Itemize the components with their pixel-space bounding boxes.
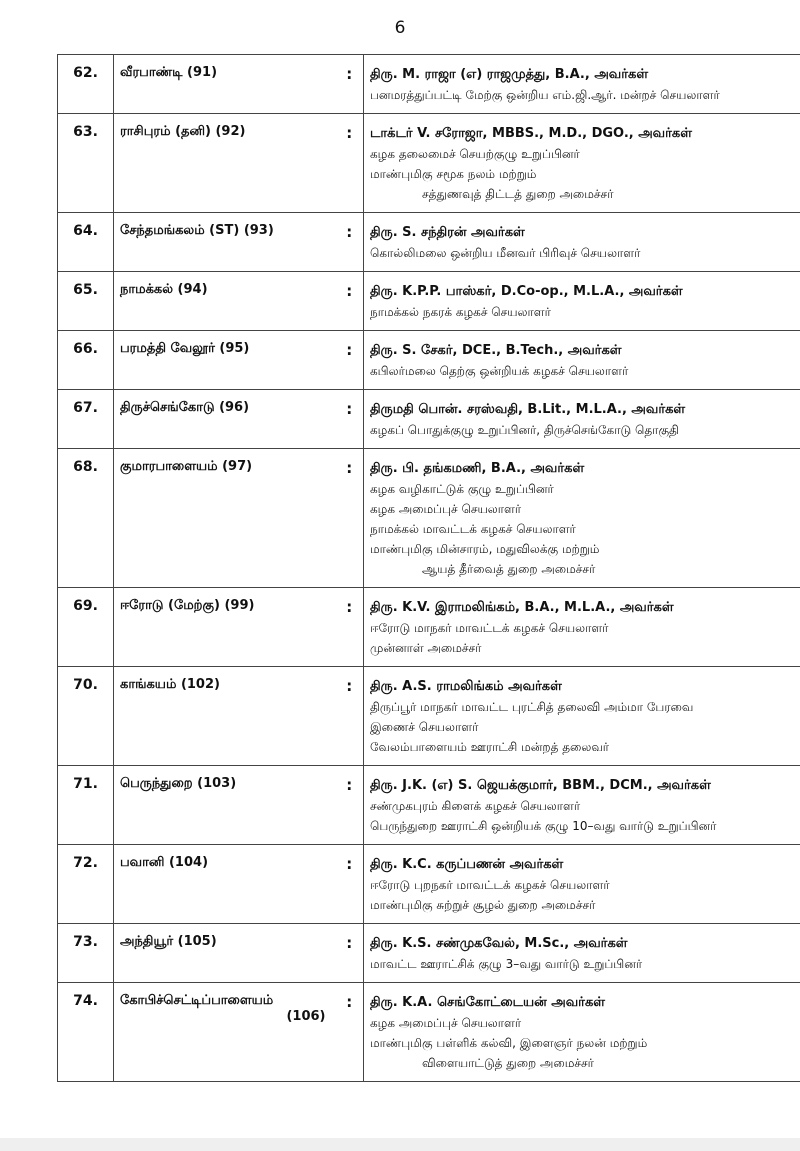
candidate-details (364, 55, 800, 114)
candidates-table-body (58, 55, 800, 1082)
candidate-designation: கொல்லிமலை ஒன்றிய மீனவர் பிரிவுச் செயலாளர் (370, 246, 641, 260)
candidate-name: திரு. K.C. கருப்பணன் அவர்கள் (370, 857, 564, 872)
table-row (58, 390, 800, 449)
table-row (58, 983, 800, 1082)
constituency-name: பெருந்துறை (103) (120, 776, 237, 791)
table-row (58, 667, 800, 766)
constituency-cell (114, 924, 336, 983)
candidate-designation: ஆயத் தீர்வைத் துறை அமைச்சர் (422, 562, 596, 576)
table-row (58, 924, 800, 983)
candidate-designation: சத்துணவுத் திட்டத் துறை அமைச்சர் (422, 187, 614, 201)
constituency-cell (114, 766, 336, 845)
table-row (58, 449, 800, 588)
candidate-details (364, 588, 800, 667)
separator-colon: : (336, 390, 364, 449)
candidate-designation: நாமக்கல் நகரக் கழகச் செயலாளர் (370, 305, 551, 319)
candidate-designation: மாண்புமிகு பள்ளிக் கல்வி, இளைஞர் நலன் மற்றும் (370, 1036, 648, 1050)
candidate-details (364, 449, 800, 588)
candidate-designation: கழகப் பொதுக்குழு உறுப்பினர், திருச்செங்கோடு தொகுதி (370, 423, 679, 437)
separator-colon: : (336, 55, 364, 114)
separator-colon: : (336, 924, 364, 983)
constituency-name: காங்கயம் (102) (120, 677, 220, 692)
candidate-details (364, 213, 800, 272)
constituency-cell (114, 983, 336, 1082)
row-number: 64. (58, 213, 114, 272)
constituency-name: கோபிச்செட்டிப்பாளையம் (120, 993, 274, 1008)
candidate-designation: கழக அமைப்புச் செயலாளர் (370, 1016, 522, 1030)
separator-colon: : (336, 114, 364, 213)
candidate-name: திரு. K.V. இராமலிங்கம், B.A., M.L.A., அவர்கள் (370, 600, 674, 615)
constituency-name: அந்தியூர் (105) (120, 934, 217, 949)
row-number: 72. (58, 845, 114, 924)
candidate-designation: விளையாட்டுத் துறை அமைச்சர் (422, 1056, 594, 1070)
constituency-cell (114, 390, 336, 449)
table-row (58, 845, 800, 924)
constituency-cell (114, 845, 336, 924)
row-number: 66. (58, 331, 114, 390)
separator-colon: : (336, 213, 364, 272)
candidate-designation: கழக அமைப்புச் செயலாளர் (370, 502, 522, 516)
candidate-details (364, 845, 800, 924)
row-number: 70. (58, 667, 114, 766)
row-number: 74. (58, 983, 114, 1082)
candidate-name: திரு. J.K. (எ) S. ஜெயக்குமார், BBM., DCM., அவர்கள் (370, 778, 711, 793)
separator-colon: : (336, 272, 364, 331)
row-number: 65. (58, 272, 114, 331)
row-number: 71. (58, 766, 114, 845)
separator-colon: : (336, 667, 364, 766)
constituency-number: (106) (286, 1009, 326, 1024)
table-row (58, 55, 800, 114)
candidate-details (364, 983, 800, 1082)
candidate-details (364, 924, 800, 983)
candidate-details (364, 272, 800, 331)
separator-colon: : (336, 588, 364, 667)
constituency-cell (114, 213, 336, 272)
constituency-cell (114, 588, 336, 667)
constituency-name: பவானி (104) (120, 855, 209, 870)
candidate-name: திரு. பி. தங்கமணி, B.A., அவர்கள் (370, 461, 585, 476)
constituency-name: ஈரோடு (மேற்கு) (99) (120, 598, 255, 613)
candidate-designation: சண்முகபுரம் கிளைக் கழகச் செயலாளர் (370, 799, 581, 813)
candidate-designation: கபிலர்மலை தெற்கு ஒன்றியக் கழகச் செயலாளர் (370, 364, 629, 378)
candidate-name: டாக்டர் V. சரோஜா, MBBS., M.D., DGO., அவர்கள் (370, 126, 692, 141)
constituency-name: திருச்செங்கோடு (96) (120, 400, 250, 415)
candidate-designation: ஈரோடு புறநகர் மாவட்டக் கழகச் செயலாளர் (370, 878, 610, 892)
separator-colon: : (336, 766, 364, 845)
candidate-designation: பனமரத்துப்பட்டி மேற்கு ஒன்றிய எம்.ஜி.ஆர். மன்றச் செயலாளர் (370, 88, 720, 102)
row-number: 67. (58, 390, 114, 449)
page-number: 6 (394, 18, 406, 38)
constituency-cell (114, 114, 336, 213)
constituency-name: குமாரபாளையம் (97) (120, 459, 253, 474)
candidate-details (364, 667, 800, 766)
candidate-designation: பெருந்துறை ஊராட்சி ஒன்றியக் குழு 10–வது வார்டு உறுப்பினர் (370, 819, 717, 833)
table-row (58, 588, 800, 667)
candidate-name: திரு. M. ராஜா (எ) ராஜமுத்து, B.A., அவர்கள் (370, 67, 649, 82)
constituency-name: ராசிபுரம் (தனி) (92) (120, 124, 246, 139)
constituency-name: சேந்தமங்கலம் (ST) (93) (120, 223, 274, 238)
bottom-band (0, 1138, 800, 1151)
table-row (58, 272, 800, 331)
candidate-name: திரு. S. சந்திரன் அவர்கள் (370, 225, 525, 240)
constituency-name: வீரபாண்டி (91) (120, 65, 218, 80)
candidate-name: திரு. K.A. செங்கோட்டையன் அவர்கள் (370, 995, 605, 1010)
candidate-name: திரு. K.P.P. பாஸ்கர், D.Co-op., M.L.A., அவர்கள் (370, 284, 683, 299)
candidate-name: திரு. S. சேகர், DCE., B.Tech., அவர்கள் (370, 343, 622, 358)
row-number: 63. (58, 114, 114, 213)
candidate-designation: திருப்பூர் மாநகர் மாவட்ட புரட்சித் தலைவி அம்மா பேரவை (370, 700, 694, 714)
separator-colon: : (336, 331, 364, 390)
candidate-name: திரு. A.S. ராமலிங்கம் அவர்கள் (370, 679, 562, 694)
constituency-cell (114, 331, 336, 390)
table-row (58, 766, 800, 845)
separator-colon: : (336, 983, 364, 1082)
candidate-designation: நாமக்கல் மாவட்டக் கழகச் செயலாளர் (370, 522, 576, 536)
candidate-details (364, 331, 800, 390)
row-number: 69. (58, 588, 114, 667)
row-number: 62. (58, 55, 114, 114)
candidate-name: திருமதி பொன். சரஸ்வதி, B.Lit., M.L.A., அவர்கள் (370, 402, 686, 417)
candidate-details (364, 766, 800, 845)
constituency-name: பரமத்தி வேலூர் (95) (120, 341, 250, 356)
separator-colon: : (336, 449, 364, 588)
table-row (58, 114, 800, 213)
candidates-table (57, 54, 800, 1082)
candidate-designation: கழக வழிகாட்டுக் குழு உறுப்பினர் (370, 482, 554, 496)
constituency-cell (114, 272, 336, 331)
constituency-cell (114, 449, 336, 588)
candidate-designation: மாண்புமிகு சமூக நலம் மற்றும் (370, 167, 537, 181)
candidate-designation: மாண்புமிகு மின்சாரம், மதுவிலக்கு மற்றும் (370, 542, 600, 556)
separator-colon: : (336, 845, 364, 924)
candidate-designation: வேலம்பாளையம் ஊராட்சி மன்றத் தலைவர் (370, 740, 610, 754)
candidate-designation: முன்னாள் அமைச்சர் (370, 641, 482, 655)
row-number: 68. (58, 449, 114, 588)
candidate-details (364, 390, 800, 449)
candidate-designation: மாவட்ட ஊராட்சிக் குழு 3–வது வார்டு உறுப்பினர் (370, 957, 643, 971)
constituency-name: நாமக்கல் (94) (120, 282, 208, 297)
candidate-name: திரு. K.S. சண்முகவேல், M.Sc., அவர்கள் (370, 936, 628, 951)
candidate-designation: கழக தலைமைச் செயற்குழு உறுப்பினர் (370, 147, 580, 161)
constituency-cell (114, 667, 336, 766)
row-number: 73. (58, 924, 114, 983)
candidate-designation: மாண்புமிகு சுற்றுச் சூழல் துறை அமைச்சர் (370, 898, 596, 912)
candidate-designation: இணைச் செயலாளர் (370, 720, 479, 734)
candidate-designation: ஈரோடு மாநகர் மாவட்டக் கழகச் செயலாளர் (370, 621, 609, 635)
table-row (58, 213, 800, 272)
constituency-cell (114, 55, 336, 114)
table-row (58, 331, 800, 390)
candidate-details (364, 114, 800, 213)
